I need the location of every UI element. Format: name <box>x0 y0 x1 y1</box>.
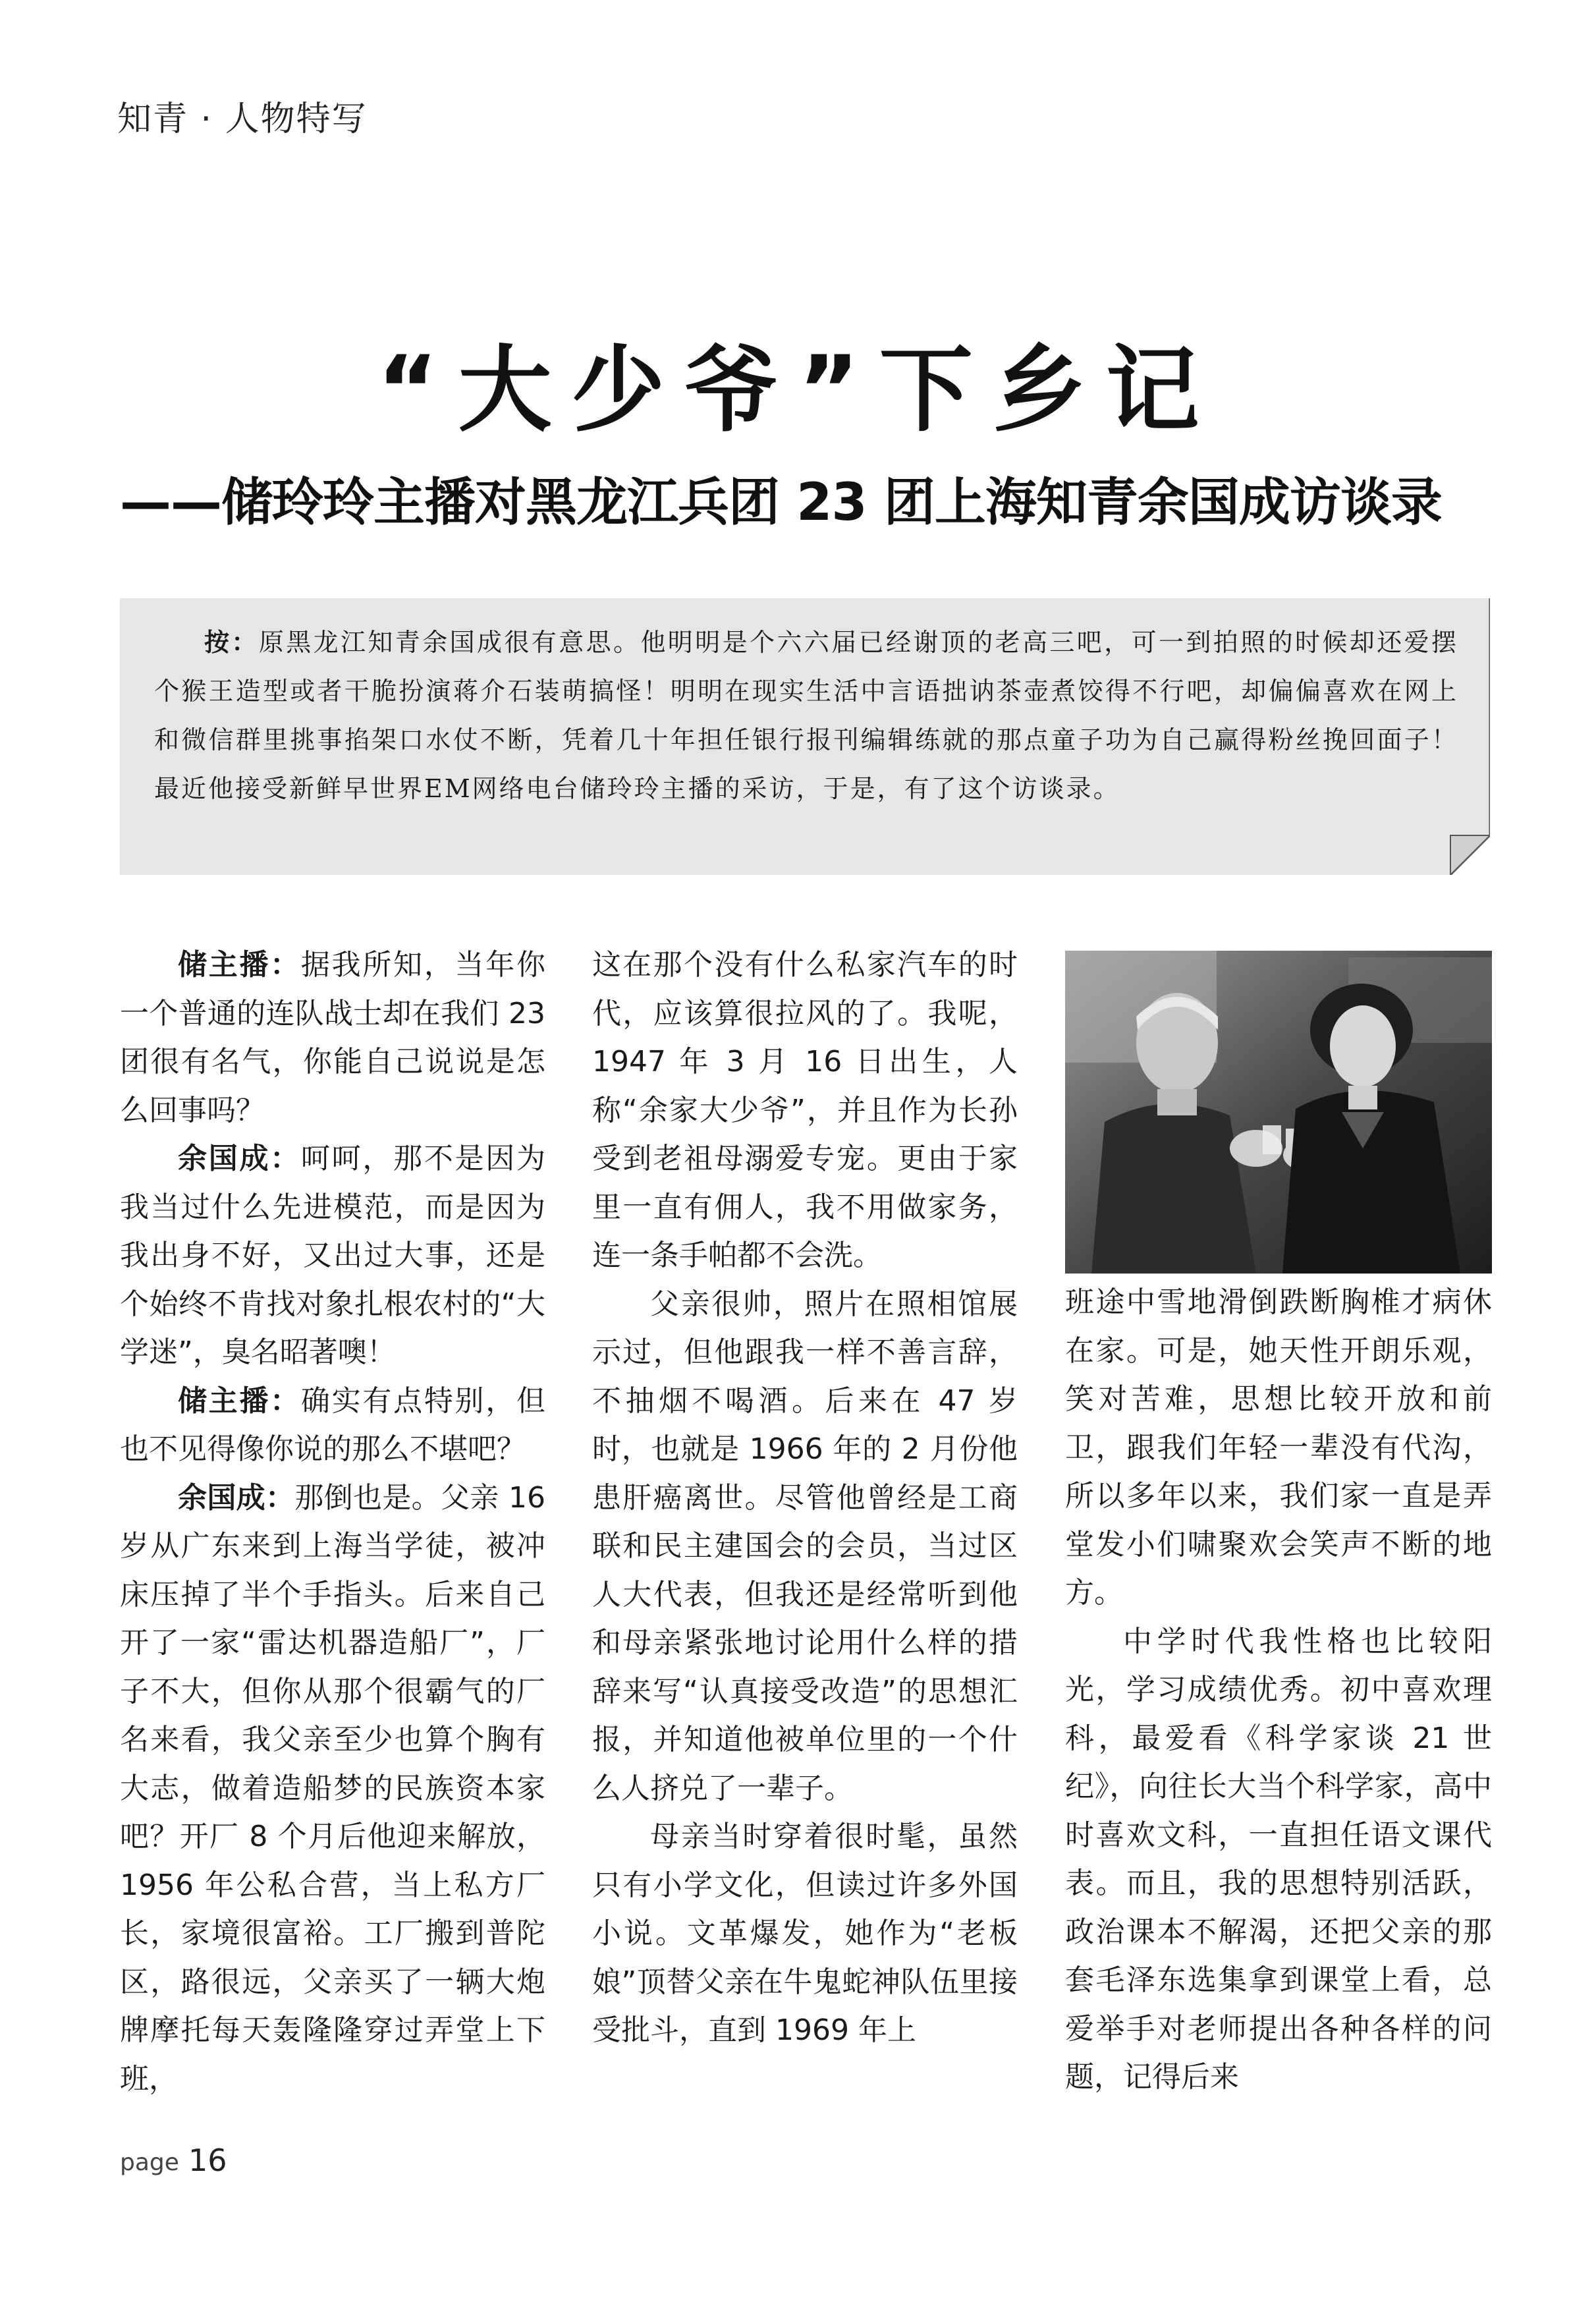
column-2 <box>592 941 1018 2055</box>
section-label: 知青 · 人物特写 <box>117 99 368 139</box>
paragraph <box>120 1135 545 1377</box>
paragraph <box>120 1377 545 1474</box>
paragraph: 母亲当时穿着很时髦，虽然只有小学文化，但读过许多外国小说。文革爆发，她作为“老板娘”顶替父亲在牛鬼蛇神队伍里接受批斗，直到 1969 年上 <box>592 1820 1018 2047</box>
paragraph-text: 那倒也是。父亲 16 岁从广东来到上海当学徒，被冲床压掉了半个手指头。后来自己开了一家“雷达机器造船厂”，厂子不大，但你从那个很霸气的厂名来看，我父亲至少也算个胸有大志，做着造船梦的民族资本家吧？开厂 8 个月后他迎来解放，1956 年公私合营，当上私方厂长，家境很富裕。工厂搬到普陀区，路很远，父亲买了一辆大炮牌摩托每天轰隆隆穿过弄堂上下班， <box>120 1480 545 2096</box>
editor-note-label: 按： <box>204 627 259 657</box>
speaker-label: 余国成： <box>178 1480 295 1515</box>
speaker-label: 余国成： <box>178 1142 301 1175</box>
paragraph <box>120 941 545 1135</box>
paragraph: 父亲很帅，照片在照相馆展示过，但他跟我一样不善言辞，不抽烟不喝酒。后来在 47 岁时，也就是 1966 年的 2 月份他患肝癌离世。尽管他曾经是工商联和民主建国会的会员，当过区人大代表，但我还是经常听到他和母亲紧张地讨论用什么样的措辞来写“认真接受改造”的思想汇报，并知道他被单位里的一个什么人挤兑了一辈子。 <box>592 1287 1018 1805</box>
speaker-label: 储主播： <box>178 1384 301 1418</box>
paragraph-text: 呵呵，那不是因为我当过什么先进模范，而是因为我出身不好，又出过大事，还是个始终不肯找对象扎根农村的“大学迷”，臭名昭著噢！ <box>120 1142 546 1369</box>
editor-note-body: 原黑龙江知青余国成很有意思。他明明是个六六届已经谢顶的老高三吧，可一到拍照的时候却还爱摆个猴王造型或者干脆扮演蒋介石装萌搞怪！明明在现实生活中言语拙讷茶壶煮饺得不行吧，却偏偏喜欢在网上和微信群里挑事掐架口水仗不断，凭着几十年担任银行报刊编辑练就的那点童子功为自己赢得粉丝挽回面子！最近他接受新鲜早世界EM网络电台储玲玲主播的采访，于是，有了这个访谈录。 <box>154 628 1458 803</box>
paragraph <box>120 1474 545 2104</box>
paragraph: 班途中雪地滑倒跌断胸椎才病休在家。可是，她天性开朗乐观，笑对苦难，思想比较开放和前卫，跟我们年轻一辈没有代沟，所以多年以来，我们家一直是弄堂发小们啸聚欢会笑声不断的地方。 <box>1065 1285 1492 1610</box>
column-3 <box>1065 1278 1492 2102</box>
paragraph-text: 据我所知，当年你一个普通的连队战士却在我们 23 团很有名气，你能自己说说是怎么回事吗？ <box>120 948 546 1127</box>
portrait-photo-icon <box>1065 951 1492 1274</box>
article-subtitle: ——储玲玲主播对黑龙江兵团 23 团上海知青余国成访谈录 <box>120 473 1442 532</box>
article-title: “大少爷”下乡记 <box>377 336 1219 445</box>
speaker-label: 储主播： <box>178 948 301 982</box>
portrait-photo <box>1065 951 1492 1274</box>
paragraph: 中学时代我性格也比较阳光，学习成绩优秀。初中喜欢理科，最爱看《科学家谈 21 世纪》，向往长大当个科学家，高中时喜欢文科，一直担任语文课代表。而且，我的思想特别活跃，政治课本不解渴，还把父亲的那套毛泽东选集拿到课堂上看，总爱举手对老师提出各种各样的问题，记得后来 <box>1065 1624 1492 2094</box>
editor-note-box <box>120 598 1490 875</box>
page-number: 16 <box>188 2143 227 2178</box>
column-1 <box>120 941 545 2103</box>
page-label: page <box>120 2149 179 2176</box>
editor-note-text <box>154 618 1458 813</box>
paragraph-text: 确实有点特别，但也不见得像你说的那么不堪吧？ <box>120 1384 546 1466</box>
paragraph: 这在那个没有什么私家汽车的时代，应该算很拉风的了。我呢，1947 年 3 月 16 日出生，人称“余家大少爷”，并且作为长孙受到老祖母溺爱专宠。更由于家里一直有佣人，我不用做家务，连一条手帕都不会洗。 <box>592 948 1018 1272</box>
